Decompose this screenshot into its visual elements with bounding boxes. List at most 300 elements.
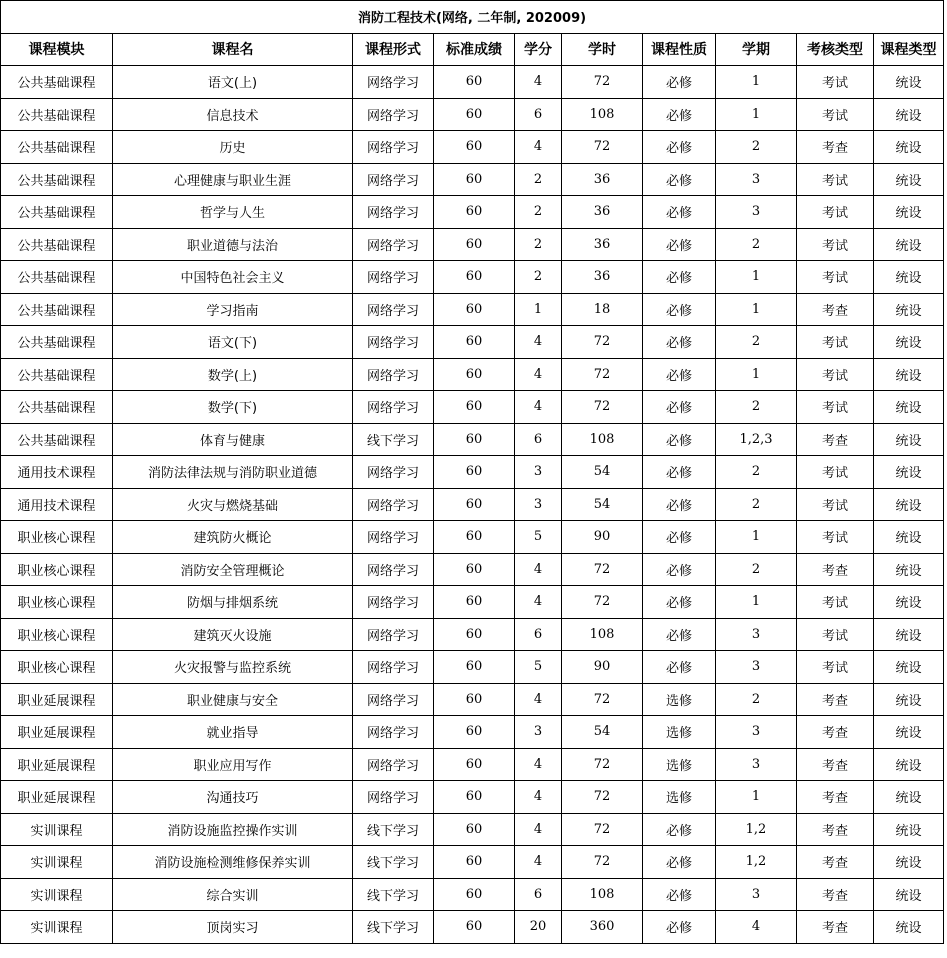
nature-cell: 必修 [643, 228, 716, 261]
table-row [1, 748, 944, 781]
module-cell: 职业核心课程 [1, 586, 113, 619]
semester-cell: 3 [716, 618, 797, 651]
course-name-cell: 就业指导 [113, 716, 353, 749]
assessment-cell: 考试 [797, 163, 874, 196]
nature-cell: 必修 [643, 618, 716, 651]
nature-cell: 必修 [643, 261, 716, 294]
standard-score-cell: 60 [434, 358, 515, 391]
format-cell: 网络学习 [353, 293, 434, 326]
assessment-cell: 考试 [797, 456, 874, 489]
credits-cell: 6 [515, 98, 562, 131]
column-header-module: 课程模块 [1, 33, 113, 66]
semester-cell: 1 [716, 521, 797, 554]
semester-cell: 4 [716, 911, 797, 944]
course-name-cell: 职业应用写作 [113, 748, 353, 781]
assessment-cell: 考查 [797, 813, 874, 846]
course-name-cell: 数学(下) [113, 391, 353, 424]
format-cell: 网络学习 [353, 196, 434, 229]
format-cell: 网络学习 [353, 391, 434, 424]
credits-cell: 3 [515, 716, 562, 749]
format-cell: 线下学习 [353, 878, 434, 911]
format-cell: 线下学习 [353, 423, 434, 456]
course-name-cell: 火灾与燃烧基础 [113, 488, 353, 521]
hours-cell: 108 [562, 878, 643, 911]
hours-cell: 36 [562, 261, 643, 294]
course-type-cell: 统设 [874, 456, 944, 489]
course-type-cell: 统设 [874, 618, 944, 651]
standard-score-cell: 60 [434, 878, 515, 911]
semester-cell: 1 [716, 358, 797, 391]
credits-cell: 1 [515, 293, 562, 326]
course-name-cell: 建筑防火概论 [113, 521, 353, 554]
course-name-cell: 信息技术 [113, 98, 353, 131]
format-cell: 网络学习 [353, 553, 434, 586]
course-name-cell: 消防安全管理概论 [113, 553, 353, 586]
nature-cell: 必修 [643, 911, 716, 944]
semester-cell: 1,2 [716, 846, 797, 879]
assessment-cell: 考试 [797, 391, 874, 424]
table-row [1, 488, 944, 521]
module-cell: 通用技术课程 [1, 456, 113, 489]
hours-cell: 72 [562, 683, 643, 716]
hours-cell: 90 [562, 651, 643, 684]
nature-cell: 必修 [643, 423, 716, 456]
column-header-course-name: 课程名 [113, 33, 353, 66]
course-name-cell: 历史 [113, 131, 353, 164]
standard-score-cell: 60 [434, 293, 515, 326]
nature-cell: 必修 [643, 651, 716, 684]
credits-cell: 4 [515, 553, 562, 586]
course-name-cell: 消防法律法规与消防职业道德 [113, 456, 353, 489]
course-name-cell: 心理健康与职业生涯 [113, 163, 353, 196]
assessment-cell: 考查 [797, 553, 874, 586]
table-row [1, 391, 944, 424]
course-name-cell: 防烟与排烟系统 [113, 586, 353, 619]
course-type-cell: 统设 [874, 781, 944, 814]
nature-cell: 必修 [643, 846, 716, 879]
course-name-cell: 消防设施监控操作实训 [113, 813, 353, 846]
credits-cell: 4 [515, 326, 562, 359]
title-row [1, 1, 944, 34]
standard-score-cell: 60 [434, 163, 515, 196]
course-type-cell: 统设 [874, 683, 944, 716]
semester-cell: 1 [716, 66, 797, 99]
semester-cell: 1 [716, 586, 797, 619]
semester-cell: 2 [716, 228, 797, 261]
course-type-cell: 统设 [874, 813, 944, 846]
format-cell: 网络学习 [353, 748, 434, 781]
hours-cell: 108 [562, 423, 643, 456]
credits-cell: 2 [515, 163, 562, 196]
credits-cell: 4 [515, 358, 562, 391]
hours-cell: 72 [562, 358, 643, 391]
semester-cell: 3 [716, 163, 797, 196]
format-cell: 网络学习 [353, 326, 434, 359]
table-row [1, 878, 944, 911]
standard-score-cell: 60 [434, 98, 515, 131]
table-row [1, 781, 944, 814]
module-cell: 通用技术课程 [1, 488, 113, 521]
table-row [1, 326, 944, 359]
column-header-assessment: 考核类型 [797, 33, 874, 66]
standard-score-cell: 60 [434, 391, 515, 424]
table-row [1, 521, 944, 554]
assessment-cell: 考查 [797, 423, 874, 456]
table-row [1, 131, 944, 164]
module-cell: 职业核心课程 [1, 521, 113, 554]
table-row [1, 98, 944, 131]
course-type-cell: 统设 [874, 748, 944, 781]
hours-cell: 72 [562, 748, 643, 781]
course-name-cell: 语文(上) [113, 66, 353, 99]
assessment-cell: 考查 [797, 781, 874, 814]
format-cell: 线下学习 [353, 846, 434, 879]
credits-cell: 4 [515, 781, 562, 814]
module-cell: 职业延展课程 [1, 716, 113, 749]
format-cell: 网络学习 [353, 716, 434, 749]
hours-cell: 72 [562, 326, 643, 359]
hours-cell: 360 [562, 911, 643, 944]
credits-cell: 6 [515, 618, 562, 651]
course-type-cell: 统设 [874, 228, 944, 261]
assessment-cell: 考试 [797, 228, 874, 261]
standard-score-cell: 60 [434, 456, 515, 489]
course-name-cell: 火灾报警与监控系统 [113, 651, 353, 684]
format-cell: 网络学习 [353, 586, 434, 619]
table-row [1, 66, 944, 99]
assessment-cell: 考试 [797, 98, 874, 131]
hours-cell: 72 [562, 813, 643, 846]
nature-cell: 必修 [643, 131, 716, 164]
hours-cell: 108 [562, 618, 643, 651]
module-cell: 公共基础课程 [1, 423, 113, 456]
hours-cell: 36 [562, 196, 643, 229]
hours-cell: 54 [562, 488, 643, 521]
nature-cell: 选修 [643, 683, 716, 716]
table-row [1, 846, 944, 879]
nature-cell: 必修 [643, 391, 716, 424]
assessment-cell: 考试 [797, 196, 874, 229]
table-row [1, 456, 944, 489]
assessment-cell: 考试 [797, 488, 874, 521]
semester-cell: 2 [716, 326, 797, 359]
semester-cell: 3 [716, 196, 797, 229]
course-name-cell: 职业健康与安全 [113, 683, 353, 716]
assessment-cell: 考查 [797, 293, 874, 326]
course-name-cell: 建筑灭火设施 [113, 618, 353, 651]
credits-cell: 5 [515, 651, 562, 684]
course-type-cell: 统设 [874, 326, 944, 359]
course-type-cell: 统设 [874, 196, 944, 229]
standard-score-cell: 60 [434, 553, 515, 586]
nature-cell: 选修 [643, 781, 716, 814]
column-header-nature: 课程性质 [643, 33, 716, 66]
column-header-format: 课程形式 [353, 33, 434, 66]
course-type-cell: 统设 [874, 163, 944, 196]
module-cell: 职业核心课程 [1, 553, 113, 586]
column-header-hours: 学时 [562, 33, 643, 66]
nature-cell: 必修 [643, 326, 716, 359]
module-cell: 职业核心课程 [1, 651, 113, 684]
hours-cell: 90 [562, 521, 643, 554]
assessment-cell: 考试 [797, 618, 874, 651]
table-row [1, 293, 944, 326]
course-type-cell: 统设 [874, 423, 944, 456]
course-type-cell: 统设 [874, 553, 944, 586]
course-type-cell: 统设 [874, 521, 944, 554]
semester-cell: 2 [716, 391, 797, 424]
credits-cell: 4 [515, 813, 562, 846]
course-type-cell: 统设 [874, 846, 944, 879]
semester-cell: 3 [716, 748, 797, 781]
module-cell: 公共基础课程 [1, 228, 113, 261]
format-cell: 网络学习 [353, 131, 434, 164]
format-cell: 网络学习 [353, 163, 434, 196]
format-cell: 网络学习 [353, 651, 434, 684]
module-cell: 公共基础课程 [1, 261, 113, 294]
table-row [1, 813, 944, 846]
semester-cell: 2 [716, 683, 797, 716]
assessment-cell: 考试 [797, 261, 874, 294]
nature-cell: 必修 [643, 586, 716, 619]
module-cell: 实训课程 [1, 846, 113, 879]
nature-cell: 必修 [643, 293, 716, 326]
table-row [1, 618, 944, 651]
course-type-cell: 统设 [874, 878, 944, 911]
table-title: 消防工程技术(网络, 二年制, 202009) [1, 1, 944, 34]
format-cell: 网络学习 [353, 618, 434, 651]
assessment-cell: 考查 [797, 911, 874, 944]
assessment-cell: 考试 [797, 586, 874, 619]
standard-score-cell: 60 [434, 521, 515, 554]
format-cell: 网络学习 [353, 66, 434, 99]
semester-cell: 1,2,3 [716, 423, 797, 456]
course-name-cell: 中国特色社会主义 [113, 261, 353, 294]
standard-score-cell: 60 [434, 651, 515, 684]
course-type-cell: 统设 [874, 391, 944, 424]
standard-score-cell: 60 [434, 683, 515, 716]
standard-score-cell: 60 [434, 228, 515, 261]
semester-cell: 1 [716, 781, 797, 814]
hours-cell: 72 [562, 846, 643, 879]
credits-cell: 4 [515, 748, 562, 781]
module-cell: 职业延展课程 [1, 781, 113, 814]
nature-cell: 必修 [643, 66, 716, 99]
semester-cell: 2 [716, 488, 797, 521]
hours-cell: 108 [562, 98, 643, 131]
hours-cell: 18 [562, 293, 643, 326]
credits-cell: 3 [515, 488, 562, 521]
column-header-standard-score: 标准成绩 [434, 33, 515, 66]
nature-cell: 必修 [643, 813, 716, 846]
table-row [1, 716, 944, 749]
credits-cell: 4 [515, 131, 562, 164]
module-cell: 实训课程 [1, 813, 113, 846]
module-cell: 公共基础课程 [1, 326, 113, 359]
assessment-cell: 考试 [797, 358, 874, 391]
semester-cell: 3 [716, 716, 797, 749]
format-cell: 网络学习 [353, 456, 434, 489]
hours-cell: 72 [562, 781, 643, 814]
course-type-cell: 统设 [874, 131, 944, 164]
semester-cell: 1 [716, 261, 797, 294]
table-row [1, 586, 944, 619]
credits-cell: 2 [515, 261, 562, 294]
standard-score-cell: 60 [434, 846, 515, 879]
course-name-cell: 语文(下) [113, 326, 353, 359]
module-cell: 职业延展课程 [1, 683, 113, 716]
nature-cell: 必修 [643, 521, 716, 554]
course-name-cell: 消防设施检测维修保养实训 [113, 846, 353, 879]
nature-cell: 选修 [643, 748, 716, 781]
format-cell: 网络学习 [353, 261, 434, 294]
format-cell: 网络学习 [353, 98, 434, 131]
nature-cell: 必修 [643, 553, 716, 586]
assessment-cell: 考试 [797, 521, 874, 554]
format-cell: 网络学习 [353, 521, 434, 554]
semester-cell: 1 [716, 293, 797, 326]
assessment-cell: 考查 [797, 878, 874, 911]
assessment-cell: 考查 [797, 748, 874, 781]
column-header-course-type: 课程类型 [874, 33, 944, 66]
credits-cell: 5 [515, 521, 562, 554]
course-type-cell: 统设 [874, 911, 944, 944]
standard-score-cell: 60 [434, 716, 515, 749]
assessment-cell: 考查 [797, 846, 874, 879]
module-cell: 实训课程 [1, 911, 113, 944]
course-name-cell: 数学(上) [113, 358, 353, 391]
module-cell: 公共基础课程 [1, 98, 113, 131]
standard-score-cell: 60 [434, 781, 515, 814]
standard-score-cell: 60 [434, 488, 515, 521]
hours-cell: 72 [562, 131, 643, 164]
table-row [1, 911, 944, 944]
format-cell: 线下学习 [353, 813, 434, 846]
course-name-cell: 顶岗实习 [113, 911, 353, 944]
course-type-cell: 统设 [874, 98, 944, 131]
table-row [1, 553, 944, 586]
standard-score-cell: 60 [434, 618, 515, 651]
module-cell: 公共基础课程 [1, 391, 113, 424]
module-cell: 公共基础课程 [1, 131, 113, 164]
course-name-cell: 综合实训 [113, 878, 353, 911]
course-type-cell: 统设 [874, 66, 944, 99]
standard-score-cell: 60 [434, 196, 515, 229]
credits-cell: 4 [515, 586, 562, 619]
format-cell: 网络学习 [353, 683, 434, 716]
standard-score-cell: 60 [434, 748, 515, 781]
course-type-cell: 统设 [874, 651, 944, 684]
nature-cell: 必修 [643, 196, 716, 229]
course-name-cell: 体育与健康 [113, 423, 353, 456]
assessment-cell: 考查 [797, 716, 874, 749]
table-body [1, 66, 944, 944]
credits-cell: 4 [515, 846, 562, 879]
format-cell: 网络学习 [353, 781, 434, 814]
module-cell: 职业核心课程 [1, 618, 113, 651]
semester-cell: 2 [716, 131, 797, 164]
nature-cell: 必修 [643, 878, 716, 911]
credits-cell: 6 [515, 423, 562, 456]
assessment-cell: 考试 [797, 651, 874, 684]
credits-cell: 20 [515, 911, 562, 944]
table-row [1, 683, 944, 716]
credits-cell: 4 [515, 683, 562, 716]
table-row [1, 423, 944, 456]
table-row [1, 196, 944, 229]
module-cell: 公共基础课程 [1, 358, 113, 391]
column-header-semester: 学期 [716, 33, 797, 66]
semester-cell: 3 [716, 651, 797, 684]
nature-cell: 必修 [643, 358, 716, 391]
table-row [1, 358, 944, 391]
hours-cell: 72 [562, 553, 643, 586]
credits-cell: 2 [515, 228, 562, 261]
table-row [1, 261, 944, 294]
course-type-cell: 统设 [874, 358, 944, 391]
standard-score-cell: 60 [434, 326, 515, 359]
credits-cell: 4 [515, 66, 562, 99]
assessment-cell: 考查 [797, 131, 874, 164]
semester-cell: 3 [716, 878, 797, 911]
standard-score-cell: 60 [434, 131, 515, 164]
module-cell: 公共基础课程 [1, 163, 113, 196]
nature-cell: 必修 [643, 163, 716, 196]
nature-cell: 必修 [643, 98, 716, 131]
course-name-cell: 学习指南 [113, 293, 353, 326]
course-type-cell: 统设 [874, 293, 944, 326]
course-name-cell: 沟通技巧 [113, 781, 353, 814]
course-name-cell: 职业道德与法治 [113, 228, 353, 261]
assessment-cell: 考试 [797, 66, 874, 99]
course-name-cell: 哲学与人生 [113, 196, 353, 229]
course-type-cell: 统设 [874, 261, 944, 294]
table-row [1, 228, 944, 261]
hours-cell: 72 [562, 586, 643, 619]
module-cell: 公共基础课程 [1, 293, 113, 326]
credits-cell: 6 [515, 878, 562, 911]
nature-cell: 必修 [643, 456, 716, 489]
semester-cell: 1 [716, 98, 797, 131]
semester-cell: 1,2 [716, 813, 797, 846]
format-cell: 线下学习 [353, 911, 434, 944]
nature-cell: 必修 [643, 488, 716, 521]
module-cell: 实训课程 [1, 878, 113, 911]
standard-score-cell: 60 [434, 423, 515, 456]
module-cell: 公共基础课程 [1, 196, 113, 229]
module-cell: 公共基础课程 [1, 66, 113, 99]
header-row [1, 33, 944, 66]
hours-cell: 54 [562, 716, 643, 749]
standard-score-cell: 60 [434, 911, 515, 944]
format-cell: 网络学习 [353, 488, 434, 521]
hours-cell: 72 [562, 391, 643, 424]
format-cell: 网络学习 [353, 358, 434, 391]
assessment-cell: 考查 [797, 683, 874, 716]
semester-cell: 2 [716, 456, 797, 489]
nature-cell: 选修 [643, 716, 716, 749]
hours-cell: 54 [562, 456, 643, 489]
standard-score-cell: 60 [434, 586, 515, 619]
semester-cell: 2 [716, 553, 797, 586]
credits-cell: 2 [515, 196, 562, 229]
course-type-cell: 统设 [874, 488, 944, 521]
standard-score-cell: 60 [434, 261, 515, 294]
format-cell: 网络学习 [353, 228, 434, 261]
standard-score-cell: 60 [434, 813, 515, 846]
standard-score-cell: 60 [434, 66, 515, 99]
table-row [1, 163, 944, 196]
